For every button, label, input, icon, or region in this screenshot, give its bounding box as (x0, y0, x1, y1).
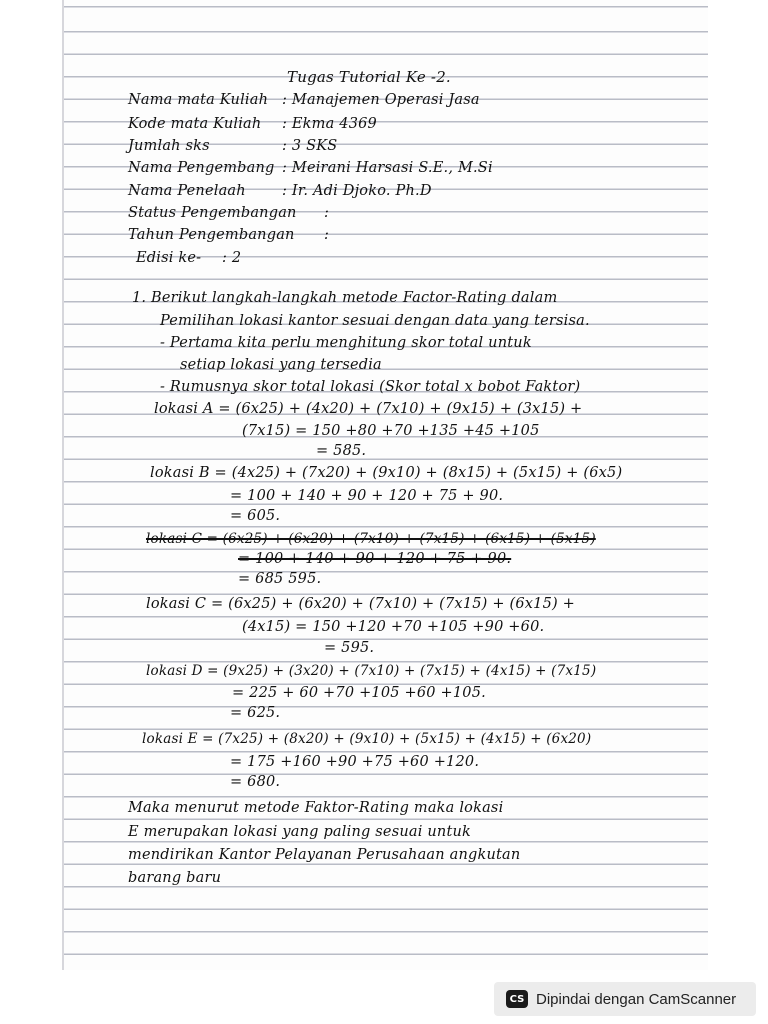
calc-line: = 585. (316, 443, 367, 459)
meta-value: : Meirani Harsasi S.E., M.Si (282, 160, 493, 176)
camscanner-watermark (494, 982, 756, 1016)
calc-line: = 605. (230, 508, 281, 524)
answer-line: Pemilihan lokasi kantor sesuai dengan data yang tersisa. (160, 313, 590, 329)
calc-line: lokasi D = (9x25) + (3x20) + (7x10) + (7x15) + (4x15) + (7x15) (146, 663, 597, 679)
meta-value: : (324, 227, 330, 243)
calc-line: lokasi A = (6x25) + (4x20) + (7x10) + (9x15) + (3x15) + (154, 401, 583, 417)
calc-line: = 225 + 60 +70 +105 +60 +105. (232, 685, 486, 701)
meta-value: : (324, 205, 330, 221)
answer-line: setiap lokasi yang tersedia (180, 357, 382, 373)
calc-line: lokasi C = (6x25) + (6x20) + (7x10) + (7x15) + (6x15) + (146, 596, 576, 612)
camscanner-label: Dipindai dengan CamScanner (536, 990, 737, 1008)
camscanner-icon: CS (506, 990, 528, 1008)
conclusion-line: mendirikan Kantor Pelayanan Perusahaan angkutan (128, 847, 521, 863)
meta-label: Nama Penelaah (128, 183, 246, 199)
calc-line: = 595. (324, 640, 375, 656)
meta-label: Jumlah sks (128, 138, 210, 154)
meta-label: Tahun Pengembangan (128, 227, 295, 243)
meta-label: Status Pengembangan (128, 205, 297, 221)
answer-line: - Rumusnya skor total lokasi (Skor total x bobot Faktor) (160, 379, 581, 395)
calc-line: (7x15) = 150 +80 +70 +135 +45 +105 (242, 423, 540, 439)
page-edge (708, 0, 768, 970)
crossed-out-line: = 100 + 140 + 90 + 120 + 75 + 90. (238, 551, 512, 567)
meta-label: Nama Pengembang (128, 160, 275, 176)
conclusion-line: E merupakan lokasi yang paling sesuai untuk (128, 824, 472, 840)
calc-line: (4x15) = 150 +120 +70 +105 +90 +60. (242, 619, 545, 635)
assignment-heading: Tugas Tutorial Ke -2. (287, 68, 451, 86)
conclusion-line: Maka menurut metode Faktor-Rating maka lokasi (128, 800, 504, 816)
meta-value: : 3 SKS (282, 138, 338, 154)
calc-line: = 685 595. (238, 571, 322, 587)
calc-line: lokasi E = (7x25) + (8x20) + (9x10) + (5x15) + (4x15) + (6x20) (142, 731, 592, 747)
crossed-out-line: lokasi C = (6x25) + (6x20) + (7x10) + (7x15) + (6x15) + (5x15) (146, 531, 596, 547)
conclusion-line: barang baru (128, 870, 222, 886)
notebook-page (62, 0, 710, 970)
meta-label: Kode mata Kuliah (128, 116, 262, 132)
meta-value: : 2 (222, 250, 242, 266)
margin-line (62, 0, 64, 970)
meta-value: : Manajemen Operasi Jasa (282, 92, 480, 108)
calc-line: = 625. (230, 705, 281, 721)
answer-line: - Pertama kita perlu menghitung skor total untuk (160, 335, 532, 351)
calc-line: lokasi B = (4x25) + (7x20) + (9x10) + (8x15) + (5x15) + (6x5) (150, 465, 623, 481)
meta-value: : Ir. Adi Djoko. Ph.D (282, 183, 432, 199)
answer-line: 1. Berikut langkah-langkah metode Factor-Rating dalam (132, 290, 558, 306)
calc-line: = 100 + 140 + 90 + 120 + 75 + 90. (230, 488, 504, 504)
meta-value: : Ekma 4369 (282, 116, 377, 132)
meta-label: Nama mata Kuliah (128, 92, 269, 108)
calc-line: = 175 +160 +90 +75 +60 +120. (230, 754, 480, 770)
meta-label: Edisi ke- (136, 250, 202, 266)
calc-line: = 680. (230, 774, 281, 790)
